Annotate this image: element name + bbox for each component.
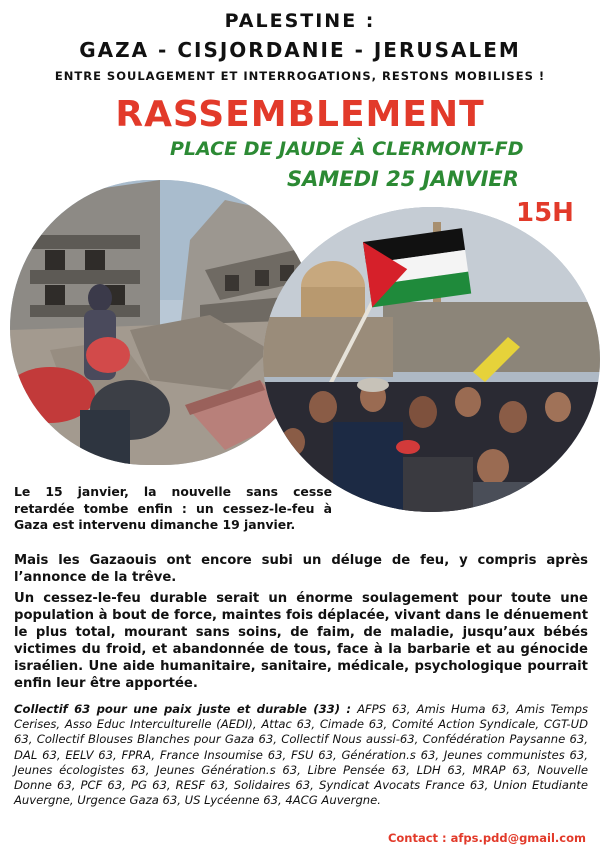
intro-paragraph: Le 15 janvier, la nouvelle sans cesse retardée tombe enfin : un cessez-le-feu à Gaza est intervenu dimanche 19 janvier. xyxy=(14,484,332,532)
crowd-flag-photo xyxy=(263,207,600,512)
event-date: SAMEDI 25 JANVIER xyxy=(287,167,519,191)
collectif-lead: Collectif 63 pour une paix juste et durable (33) : xyxy=(14,702,352,716)
event-place: PLACE DE JAUDE À CLERMONT-FD xyxy=(170,138,524,160)
contact-email[interactable]: Contact : afps.pdd@gmail.com xyxy=(387,831,586,845)
event-title: RASSEMBLEMENT xyxy=(115,94,485,135)
collectif-members: AFPS 63, Amis Huma 63, Amis Temps Cerises, Asso Educ Interculturelle (AEDI), Attac 63, Cimade 63, Comité Action Syndicale, CGT-UD 63, Collectif Blouses Blanches pour Gaza 63, Collectif Nous aussi-63, Confédération Paysanne 63, DAL 63, EELV 63, FPRA, France Insoumise 63, FSU 63, Génération.s 63, Jeunes communistes 63, Jeunes écologistes 63, Jeunes Génération.s 63, Libre Pensée 63, LDH 63, MRAP 63, Nouvelle Donne 63, PCF 63, PG 63, RESF 63, Solidaires 63, Syndicat Avocats France 63, Union Etudiante Auvergne, Urgence Gaza 63, US Lycéenne 63, 4ACG Auvergne. xyxy=(14,702,588,808)
title-places: GAZA - CISJORDANIE - JERUSALEM xyxy=(79,38,521,62)
title-palestine: PALESTINE : xyxy=(224,10,376,32)
subtitle: ENTRE SOULAGEMENT ET INTERROGATIONS, RESTONS MOBILISES ! xyxy=(54,69,546,83)
event-time: 15H xyxy=(516,198,574,228)
body-paragraph-2: Mais les Gazaouis ont encore subi un déluge de feu, y compris après l’annonce de la trêve. xyxy=(14,553,588,585)
body-paragraph-3: Un cessez-le-feu durable serait un énorme soulagement pour toute une population à bout de force, maintes fois déplacée, vivant dans le dénuement le plus total, mourant sans soins, de faim, de maladie, jusqu’aux bébés victimes du froid, et abandonnée de tous, face à la barbarie et au génocide israélien. Une aide humanitaire, sanitaire, médicale, psychologique pourrait enfin leur être apportée. xyxy=(14,591,588,691)
collectif-paragraph xyxy=(14,702,588,808)
